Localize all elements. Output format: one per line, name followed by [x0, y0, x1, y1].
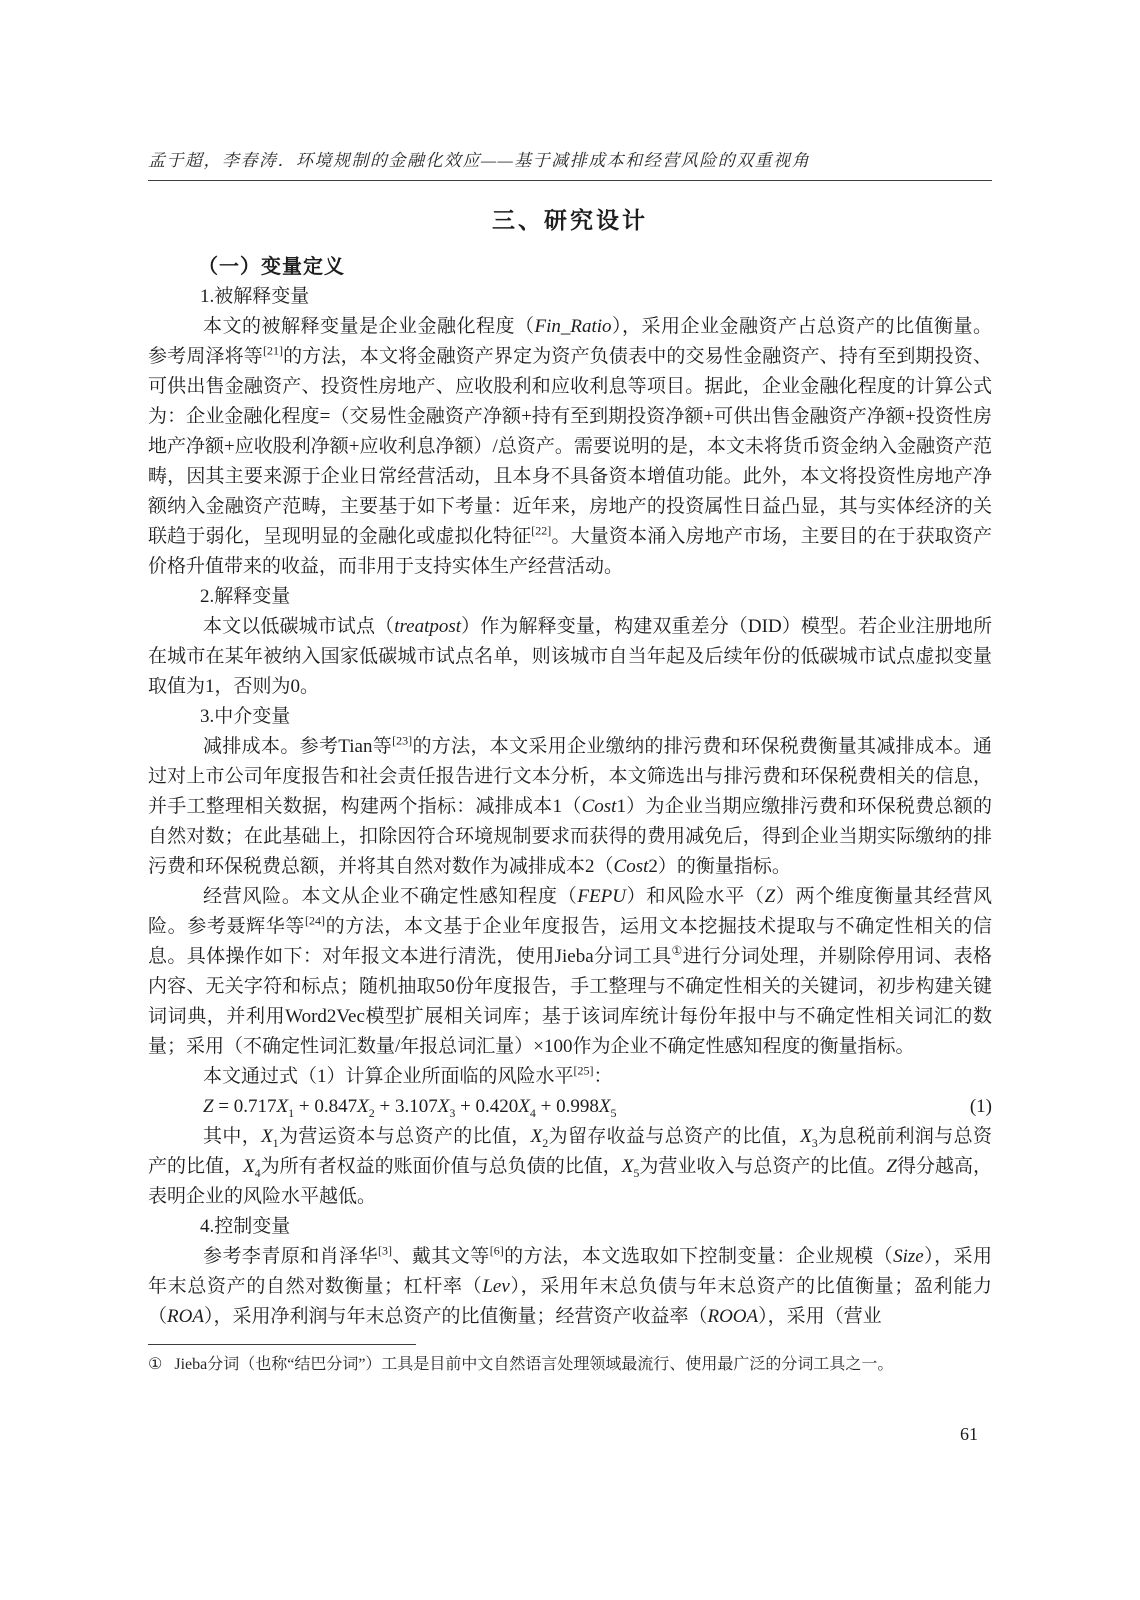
item-heading-explanatory-variable: 2.解释变量: [200, 586, 291, 607]
equation-1-expression: $Z = 0.717X_1 + 0.847X_2 + 3.107X_3 + 0.420X_4 + 0.998X_5$: [203, 1096, 617, 1120]
item-heading-control-variables: 4.控制变量: [200, 1216, 291, 1237]
paragraph-variable-explanation: 其中，$X_1$为营运资本与总资产的比值，$X_2$为留存收益与总资产的比值，$X_3$为息税前利润与总资产的比值，$X_4$为所有者权益的账面价值与总负债的比值，$X_5$为营业收入与总资产的比值。Z得分越高，表明企业的风险水平越低。: [148, 1126, 992, 1207]
running-header: [148, 146, 992, 181]
subsection-heading-variable-definition: （一）变量定义: [198, 256, 345, 278]
paragraph-control-variables: 参考李青原和肖泽华[3]、戴其文等[6]的方法，本文选取如下控制变量：企业规模（Size），采用年末总资产的自然对数衡量；杠杆率（Lev），采用年末总负债与年末总资产的比值衡量；盈利能力（ROA），采用净利润与年末总资产的比值衡量；经营资产收益率（ROOA），采用（营业: [148, 1243, 992, 1327]
paragraph-explained-variable: 本文的被解释变量是企业金融化程度（Fin_Ratio），采用企业金融资产占总资产的比值衡量。参考周泽将等[21]的方法，本文将金融资产界定为资产负债表中的交易性金融资产、持有至到期投资、可供出售金融资产、投资性房地产、应收股利和应收利息等项目。据此，企业金融化程度的计算公式为：企业金融化程度=（交易性金融资产净额+持有至到期投资净额+可供出售金融资产净额+投资性房地产净额+应收股利净额+应收利息净额）/总资产。需要说明的是，本文未将货币资金纳入金融资产范畴，因其主要来源于企业日常经营活动，且本身不具备资本增值功能。此外，本文将投资性房地产净额纳入金融资产范畴，主要基于如下考量：近年来，房地产的投资属性日益凸显，其与实体经济的关联趋于弱化，呈现明显的金融化或虚拟化特征[22]。大量资本涌入房地产市场，主要目的在于获取资产价格升值带来的收益，而非用于支持实体生产经营活动。: [148, 316, 992, 577]
footnote-block: [148, 1344, 992, 1376]
footnote-marker: ①: [148, 1356, 163, 1373]
equation-1: [148, 1092, 992, 1122]
equation-1-number: (1): [969, 1096, 992, 1117]
paragraph-operating-risk: 经营风险。本文从企业不确定性感知程度（FEPU）和风险水平（Z）两个维度衡量其经营风险。参考聂辉华等[24]的方法，本文基于企业年度报告，运用文本挖掘技术提取与不确定性相关的信息。具体操作如下：对年报文本进行清洗，使用Jieba分词工具①进行分词处理，并剔除停用词、表格内容、无关字符和标点；随机抽取50份年度报告，手工整理与不确定性相关的关键词，初步构建关键词词典，并利用Word2Vec模型扩展相关词库；基于该词库统计每份年报中与不确定性相关词汇的数量；采用（不确定性词汇数量/年报总词汇量）×100作为企业不确定性感知程度的衡量指标。: [148, 886, 992, 1057]
paragraph-explanatory-variable: 本文以低碳城市试点（treatpost）作为解释变量，构建双重差分（DID）模型。若企业注册地所在城市在某年被纳入国家低碳城市试点名单，则该城市自当年起及后续年份的低碳城市试点虚拟变量取值为1，否则为0。: [148, 616, 992, 697]
footnote-text-line: [148, 1353, 992, 1376]
item-heading-explained-variable: 1.被解释变量: [200, 286, 310, 307]
item-heading-mediating-variable: 3.中介变量: [200, 706, 291, 727]
footnote-text: Jieba分词（也称“结巴分词”）工具是目前中文自然语言处理领域最流行、使用最广泛的分词工具之一。: [174, 1356, 894, 1373]
section-title: 三、研究设计: [492, 207, 648, 233]
page-number: 61: [960, 1424, 978, 1444]
footnote-divider: [148, 1344, 416, 1345]
paragraph-abatement-cost: 减排成本。参考Tian等[23]的方法，本文采用企业缴纳的排污费和环保税费衡量其减排成本。通过对上市公司年度报告和社会责任报告进行文本分析，本文筛选出与排污费和环保税费相关的信息，并手工整理相关数据，构建两个指标：减排成本1（Cost1）为企业当期应缴排污费和环保税费总额的自然对数；在此基础上，扣除因符合环境规制要求而获得的费用减免后，得到企业当期实际缴纳的排污费和环保税费总额，并将其自然对数作为减排成本2（Cost2）的衡量指标。: [148, 733, 992, 877]
running-header-text: 孟于超，李春涛．环境规制的金融化效应——基于减排成本和经营风险的双重视角: [148, 151, 811, 170]
paragraph-formula-intro: 本文通过式（1）计算企业所面临的风险水平[25]：: [203, 1063, 613, 1087]
